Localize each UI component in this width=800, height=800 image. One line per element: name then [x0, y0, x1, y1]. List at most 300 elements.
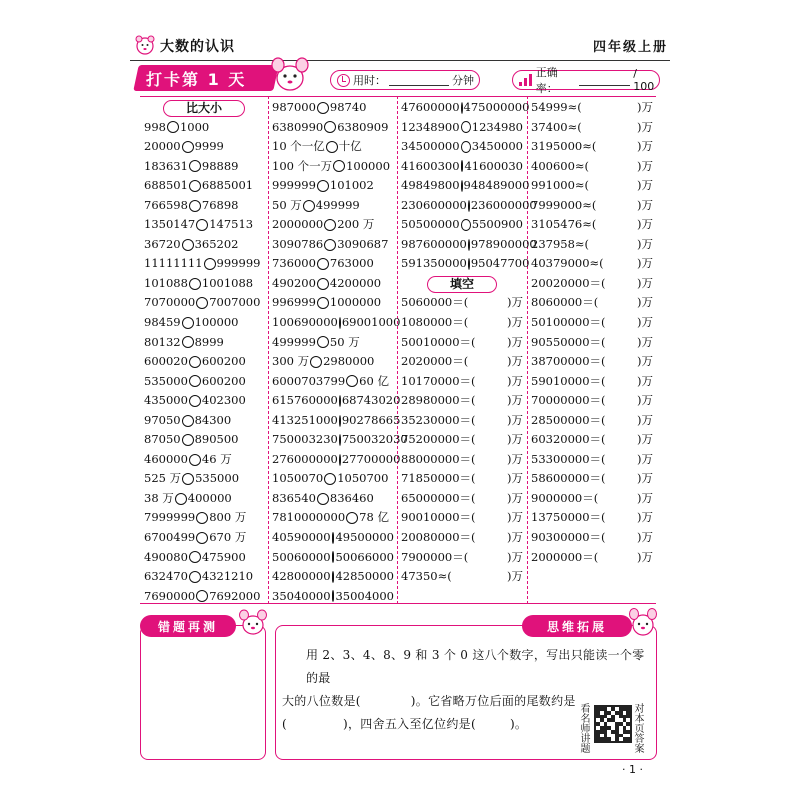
compare-circle[interactable]: [189, 200, 201, 212]
left-number: 996999: [272, 295, 316, 310]
compare-circle[interactable]: [324, 121, 336, 133]
fill-row: [531, 372, 653, 392]
accuracy-input[interactable]: [579, 74, 630, 86]
compare-row: [144, 333, 264, 353]
fill-unit: )万: [637, 530, 653, 545]
compare-circle[interactable]: [189, 571, 201, 583]
compare-circle[interactable]: [182, 336, 194, 348]
left-number: 20000: [144, 139, 181, 154]
right-number: 890500: [194, 432, 239, 447]
left-number: 525 万: [144, 471, 182, 486]
right-number: 1234980: [471, 119, 523, 134]
compare-circle[interactable]: [339, 317, 341, 329]
fill-row: [531, 508, 653, 528]
left-number: 100690000: [272, 315, 338, 330]
fill-expression: 7999000≈(: [531, 197, 597, 212]
fill-row: [531, 196, 653, 216]
fill-row: [401, 450, 523, 470]
fill-row: [401, 352, 523, 372]
fill-unit: )万: [637, 549, 653, 564]
right-number: 200 万: [337, 217, 375, 232]
fill-expression: 60320000＝(: [531, 432, 606, 447]
left-number: 7690000: [144, 588, 196, 603]
fill-unit: )万: [637, 412, 653, 427]
fill-row: [531, 391, 653, 411]
fill-row: [401, 411, 523, 431]
compare-circle[interactable]: [317, 102, 329, 114]
fill-expression: 40379000≈(: [531, 256, 604, 271]
compare-circle[interactable]: [182, 239, 194, 251]
right-number: 1050700: [337, 471, 389, 486]
right-number: 35004000: [335, 588, 394, 603]
fill-unit: )万: [637, 119, 653, 134]
compare-circle[interactable]: [196, 297, 208, 309]
compare-row: [144, 137, 264, 157]
compare-row: [144, 157, 264, 177]
left-number: 499999: [272, 334, 316, 349]
fill-expression: 2020000＝(: [401, 354, 469, 369]
fill-expression: 2000000＝(: [531, 549, 599, 564]
compare-row: [144, 508, 264, 528]
right-number: 475900: [201, 549, 246, 564]
compare-circle[interactable]: [468, 200, 470, 212]
compare-circle[interactable]: [332, 571, 335, 583]
fill-row: [531, 137, 653, 157]
compare-circle[interactable]: [189, 180, 201, 192]
compare-circle[interactable]: [468, 258, 470, 270]
right-number: 2980000: [323, 354, 375, 369]
right-number: 84300: [194, 412, 232, 427]
fill-unit: )万: [507, 295, 523, 310]
compare-circle[interactable]: [317, 278, 329, 290]
left-number: 2000000: [272, 217, 324, 232]
fill-row: [531, 274, 653, 294]
fill-row: [401, 293, 523, 313]
fill-unit: )万: [507, 393, 523, 408]
compare-row: [272, 293, 394, 313]
fill-expression: 991000≈(: [531, 178, 590, 193]
left-number: 632470: [144, 569, 188, 584]
compare-circle[interactable]: [346, 375, 358, 387]
compare-circle[interactable]: [333, 160, 345, 172]
fill-row: [531, 176, 653, 196]
compare-row: [272, 469, 394, 489]
left-number: 999999: [272, 178, 316, 193]
left-number: 50060000: [272, 549, 331, 564]
fill-expression: 88000000＝(: [401, 451, 476, 466]
compare-circle[interactable]: [189, 375, 201, 387]
compare-row: [144, 411, 264, 431]
left-number: 3090786: [272, 236, 324, 251]
right-number: 400000: [187, 490, 232, 505]
compare-circle[interactable]: [326, 141, 338, 153]
compare-circle[interactable]: [317, 258, 329, 270]
fill-unit: )万: [637, 236, 653, 251]
left-number: 688501: [144, 178, 188, 193]
compare-circle[interactable]: [461, 180, 463, 192]
compare-circle[interactable]: [332, 551, 335, 563]
qr-code-icon[interactable]: [594, 705, 632, 743]
fill-unit: )万: [507, 373, 523, 388]
fill-row: [531, 254, 653, 274]
fill-expression: 20080000＝(: [401, 530, 476, 545]
left-number: 435000: [144, 393, 188, 408]
fill-unit: )万: [637, 393, 653, 408]
compare-circle[interactable]: [182, 473, 194, 485]
problem-line-1: 用 2、3、4、8、9 和 3 个 0 这八个数字，写出只能读一个零的最: [306, 648, 645, 685]
fill-unit: )万: [507, 530, 523, 545]
right-number: 800 万: [209, 510, 247, 525]
compare-row: [272, 411, 401, 431]
compare-row: [144, 450, 264, 470]
fill-row: [531, 293, 653, 313]
compare-row: [272, 528, 394, 548]
compare-circle[interactable]: [317, 493, 329, 505]
right-number: 1000000: [329, 295, 382, 310]
unit-title: 大数的认识: [160, 39, 235, 55]
grade-label: 四年级上册: [592, 40, 668, 55]
right-number: 5500900: [471, 217, 523, 232]
fill-row: [531, 313, 653, 333]
compare-circle[interactable]: [461, 219, 471, 231]
fill-row: [531, 215, 653, 235]
problem-text: )。: [509, 717, 528, 731]
compare-circle[interactable]: [324, 239, 336, 251]
bar-chart-icon: [519, 74, 533, 86]
fill-expression: 28980000＝(: [401, 393, 476, 408]
left-number: 413251000: [272, 412, 338, 427]
compare-row: [144, 254, 264, 274]
compare-circle[interactable]: [332, 590, 335, 602]
right-number: 46 万: [201, 451, 232, 466]
fill-row: [531, 528, 653, 548]
fill-expression: 8060000＝(: [531, 295, 599, 310]
fill-unit: )万: [637, 197, 653, 212]
fill-unit: )万: [637, 139, 653, 154]
time-box: [330, 70, 480, 90]
fill-row: [401, 430, 523, 450]
compare-circle[interactable]: [189, 356, 201, 368]
left-number: 36720: [144, 236, 181, 251]
fill-unit: )万: [507, 432, 523, 447]
left-number: 50500000: [401, 217, 460, 232]
right-number: 49500000: [335, 530, 394, 545]
compare-circle[interactable]: [182, 141, 194, 153]
compare-circle[interactable]: [332, 532, 335, 544]
compare-row: [144, 118, 264, 138]
fill-row: [531, 548, 653, 568]
column-divider: [527, 96, 528, 604]
left-number: 987000: [272, 100, 316, 114]
compare-circle[interactable]: [189, 454, 201, 466]
compare-row: [272, 391, 401, 411]
compare-circle[interactable]: [324, 473, 336, 485]
compare-circle[interactable]: [324, 219, 336, 231]
compare-circle[interactable]: [461, 102, 463, 114]
left-number: 97050: [144, 412, 181, 427]
compare-row: [144, 215, 264, 235]
right-number: 1001088: [201, 275, 254, 290]
compare-row: [144, 372, 264, 392]
problem-text: )。它省略万位后面的尾数约是: [410, 694, 576, 708]
time-unit: 分钟: [452, 74, 474, 87]
left-number: 10 个一亿: [272, 139, 325, 154]
compare-circle[interactable]: [196, 512, 208, 524]
fill-unit: )万: [637, 471, 653, 486]
compare-circle[interactable]: [196, 590, 208, 602]
compare-circle[interactable]: [189, 278, 201, 290]
compare-circle[interactable]: [461, 160, 464, 172]
compare-circle[interactable]: [339, 434, 341, 446]
fill-unit: )万: [637, 510, 653, 525]
left-number: 1050070: [272, 471, 324, 486]
fill-expression: 13750000＝(: [531, 510, 606, 525]
right-number: 50066000: [335, 549, 394, 564]
qr-caption-lecture: 看名师讲题: [578, 703, 589, 753]
fill-unit: )万: [507, 569, 523, 584]
compare-circle[interactable]: [303, 200, 315, 212]
compare-circle[interactable]: [346, 512, 358, 524]
fill-unit: )万: [637, 334, 653, 349]
mascot-icon: [238, 608, 268, 638]
compare-circle[interactable]: [167, 121, 179, 133]
left-number: 101088: [144, 275, 188, 290]
right-number: 4200000: [329, 275, 382, 290]
right-number: 499999: [315, 197, 360, 212]
compare-circle[interactable]: [317, 336, 329, 348]
fill-expression: 400600≈(: [531, 158, 590, 173]
right-number: 836460: [329, 490, 374, 505]
fill-unit: )万: [507, 490, 523, 505]
fill-expression: 3105476≈(: [531, 217, 597, 232]
compare-row: [144, 293, 264, 313]
compare-circle[interactable]: [196, 532, 208, 544]
compare-row: [401, 196, 537, 216]
fill-expression: 71850000＝(: [401, 471, 476, 486]
fill-row: [401, 469, 523, 489]
fill-expression: 20020000＝(: [531, 275, 606, 290]
fill-row: [401, 372, 523, 392]
fill-row: [401, 567, 523, 587]
right-number: 365202: [194, 236, 239, 251]
fill-row: [531, 489, 653, 509]
right-number: 236000000: [470, 197, 537, 212]
left-number: 230600000: [401, 197, 467, 212]
left-number: 615760000: [272, 393, 338, 408]
left-number: 183631: [144, 158, 188, 173]
page-number: · 1 ·: [622, 763, 643, 776]
fill-expression: 70000000＝(: [531, 393, 606, 408]
compare-circle[interactable]: [189, 160, 201, 172]
compare-circle[interactable]: [182, 317, 194, 329]
right-number: 948489000: [463, 178, 530, 193]
compare-row: [272, 430, 408, 450]
fill-unit: )万: [637, 100, 653, 114]
fill-unit: )万: [637, 217, 653, 232]
left-number: 591350000: [401, 256, 467, 271]
right-number: 41600030: [464, 158, 523, 173]
compare-circle[interactable]: [204, 258, 216, 270]
compare-row: [272, 372, 394, 392]
compare-column-1: [144, 98, 264, 606]
fill-expression: 59010000＝(: [531, 373, 606, 388]
compare-circle[interactable]: [182, 415, 194, 427]
compare-fill-column-3: [401, 98, 537, 587]
fill-unit: )万: [637, 178, 653, 193]
fill-expression: 54999≈(: [531, 100, 582, 114]
review-box[interactable]: [140, 625, 266, 760]
compare-row: [401, 157, 523, 177]
left-number: 600020: [144, 354, 188, 369]
left-number: 276000000: [272, 451, 338, 466]
left-number: 6000703799: [272, 373, 346, 388]
left-number: 40590000: [272, 530, 331, 545]
fill-expression: 37400≈(: [531, 119, 582, 134]
compare-column-2: [272, 98, 408, 606]
compare-row: [272, 567, 394, 587]
compare-circle[interactable]: [196, 219, 208, 231]
fill-expression: 7900000＝(: [401, 549, 469, 564]
fill-unit: )万: [507, 412, 523, 427]
compare-row: [144, 176, 264, 196]
fill-unit: )万: [637, 295, 653, 310]
fill-expression: 90010000＝(: [401, 510, 476, 525]
section-title: [144, 98, 264, 118]
right-number: 98889: [201, 158, 239, 173]
right-number: 7007000: [209, 295, 261, 310]
mascot-icon: [134, 34, 156, 56]
fill-expression: 65000000＝(: [401, 490, 476, 505]
fill-unit: )万: [507, 471, 523, 486]
left-number: 7999999: [144, 510, 196, 525]
fill-row: [401, 489, 523, 509]
compare-row: [272, 215, 394, 235]
compare-row: [272, 313, 401, 333]
column-divider: [268, 96, 269, 604]
mascot-icon: [628, 606, 658, 638]
compare-row: [401, 176, 530, 196]
fill-unit: )万: [637, 451, 653, 466]
left-number: 998: [144, 119, 166, 134]
fill-unit: )万: [507, 315, 523, 330]
fill-row: [401, 528, 523, 548]
right-number: 101002: [329, 178, 374, 193]
right-number: 1000: [179, 119, 210, 134]
column-divider: [397, 96, 398, 604]
compare-circle[interactable]: [189, 395, 201, 407]
compare-row: [272, 196, 394, 216]
left-number: 35040000: [272, 588, 331, 603]
fill-expression: 47350≈(: [401, 569, 452, 584]
compare-circle[interactable]: [189, 551, 201, 563]
left-number: 87050: [144, 432, 181, 447]
compare-row: [144, 548, 264, 568]
compare-row: [401, 118, 523, 138]
fill-row: [531, 352, 653, 372]
fill-expression: 35230000＝(: [401, 412, 476, 427]
compare-circle[interactable]: [317, 180, 329, 192]
left-number: 100 个一万: [272, 158, 333, 173]
right-number: 90278665: [341, 412, 401, 427]
right-number: 95047700: [470, 256, 530, 271]
compare-row: [272, 137, 394, 157]
fill-column-4: [531, 98, 653, 567]
compare-row: [144, 391, 264, 411]
left-number: 7810000000: [272, 510, 346, 525]
time-input[interactable]: [389, 74, 449, 86]
compare-circle[interactable]: [317, 297, 329, 309]
mascot-icon: [270, 56, 310, 94]
compare-circle[interactable]: [339, 415, 341, 427]
fill-unit: )万: [507, 354, 523, 369]
right-number: 3090687: [337, 236, 389, 251]
compare-row: [144, 469, 264, 489]
fill-expression: 90300000＝(: [531, 530, 606, 545]
fill-unit: )万: [637, 256, 653, 271]
right-number: 8999: [194, 334, 224, 349]
left-number: 766598: [144, 197, 188, 212]
compare-circle[interactable]: [339, 395, 341, 407]
compare-row: [272, 118, 394, 138]
fill-unit: )万: [637, 490, 653, 505]
fill-row: [401, 391, 523, 411]
right-number: 76898: [201, 197, 239, 212]
compare-circle[interactable]: [461, 121, 471, 133]
day-title: 打卡第 1 天: [146, 70, 247, 89]
right-number: 978900000: [470, 236, 537, 251]
compare-row: [272, 157, 394, 177]
fill-unit: )万: [507, 549, 523, 564]
compare-row: [144, 352, 264, 372]
compare-circle[interactable]: [461, 141, 471, 153]
right-number: 78 亿: [359, 510, 389, 525]
right-number: 60 亿: [359, 373, 389, 388]
problem-text: (: [282, 717, 287, 731]
compare-row: [272, 176, 394, 196]
left-number: 38 万: [144, 490, 174, 505]
left-number: 490080: [144, 549, 188, 564]
left-number: 42800000: [272, 569, 331, 584]
compare-row: [272, 333, 394, 353]
fill-expression: 237958≈(: [531, 236, 590, 251]
compare-circle[interactable]: [175, 493, 187, 505]
fill-row: [531, 450, 653, 470]
left-number: 836540: [272, 490, 316, 505]
compare-circle[interactable]: [468, 239, 470, 251]
fill-expression: 38700000＝(: [531, 354, 606, 369]
fill-row: [401, 333, 523, 353]
compare-circle[interactable]: [310, 356, 322, 368]
right-number: 68743020: [341, 393, 401, 408]
right-number: 535000: [195, 471, 240, 486]
compare-circle[interactable]: [182, 434, 194, 446]
compare-row: [401, 98, 530, 118]
fill-expression: 28500000＝(: [531, 412, 606, 427]
right-number: 147513: [209, 217, 254, 232]
compare-row: [272, 587, 394, 607]
right-number: 402300: [201, 393, 246, 408]
compare-circle[interactable]: [339, 454, 341, 466]
left-number: 49849800: [401, 178, 460, 193]
left-number: 300 万: [272, 354, 310, 369]
right-number: 600200: [201, 354, 246, 369]
left-number: 34500000: [401, 139, 460, 154]
compare-row: [272, 352, 394, 372]
fill-row: [531, 469, 653, 489]
left-number: 460000: [144, 451, 188, 466]
compare-row: [272, 508, 394, 528]
fill-expression: 75200000＝(: [401, 432, 476, 447]
